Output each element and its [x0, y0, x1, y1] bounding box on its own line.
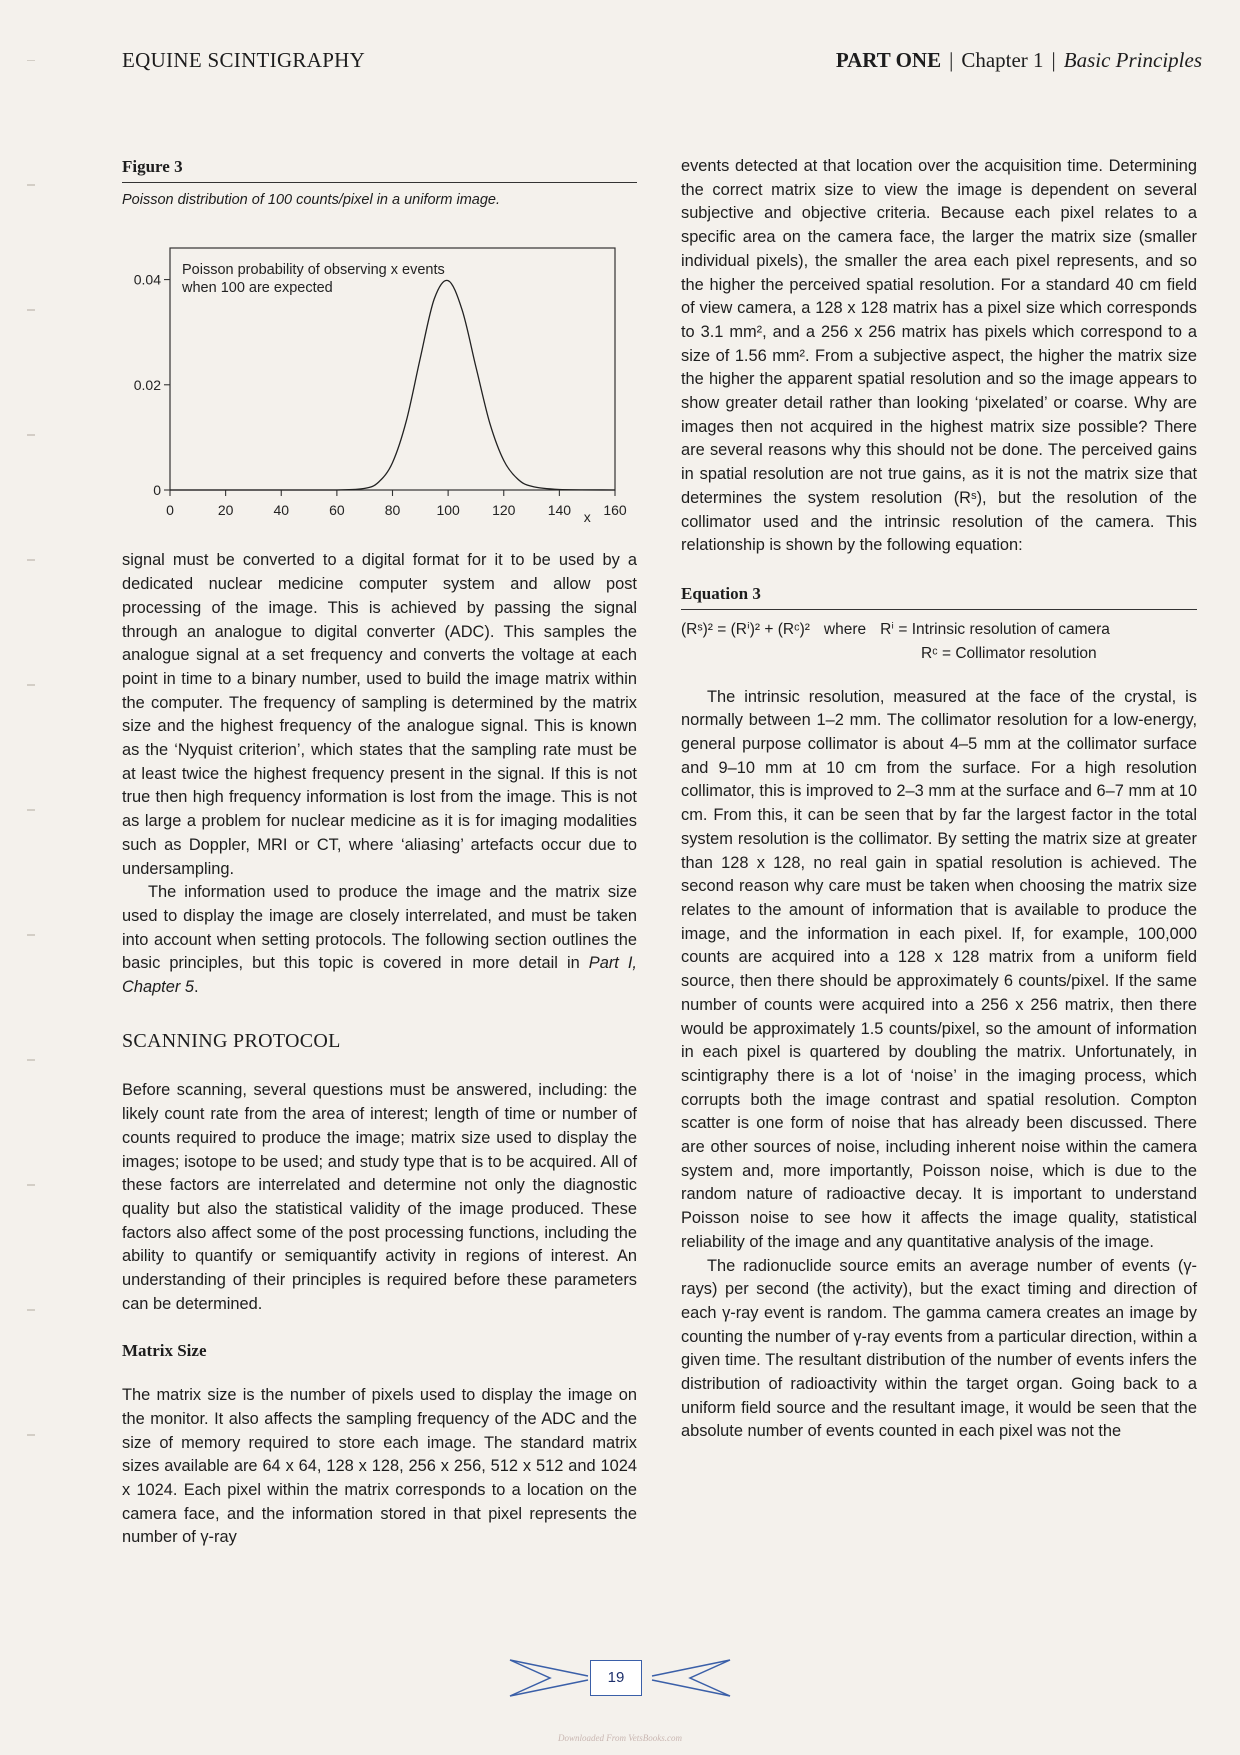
- poisson-chart: [122, 220, 637, 545]
- x-tick-label: 60: [329, 502, 345, 519]
- poisson-curve: [170, 281, 615, 491]
- equation-definition-2: Rᶜ = Collimator resolution: [921, 644, 1097, 662]
- x-tick-label: 20: [217, 502, 234, 519]
- header-part: PART ONE: [835, 48, 942, 72]
- right-paragraph-2: The intrinsic resolution, measured at the face of the crystal, is normally between 1–2 mm. The collimator resolution for a low-energy, general purpose collimator is about 4–5 mm at the collimator surface and 9–10 mm at 10 cm from the surface. For a high resolution collimator, this is improved to 2–3 mm at the surface and 6–7 mm at 10 cm. From this, it can be seen that by far the largest factor in the total system resolution is the collimator. By setting the matrix size at greater than 128 x 128, no real gain in spatial resolution is achieved. The second reason why care must be taken when choosing the matrix size relates to the amount of information that is available to produce the image, and the information in each pixel. If, for example, 100,000 counts are acquired into a 128 x 128 matrix from a uniform field source, then there should be approximately 6 counts/pixel. If the same number of counts were acquired into a 256 x 256 matrix, then there would be approximately 1.5 counts/pixel, so the amount of information in each pixel is quartered by doubling the matrix. Unfortunately, in scintigraphy there is a lot of ‘noise’ in the imaging process, which corrupts both the image contrast and spatial resolution. Compton scatter is one form of noise that has already been discussed. There are other sources of noise, including inherent noise within the camera system and, more importantly, Poisson noise, which is due to the random nature of radioactive decay. It is important to understand Poisson noise to see how it affects the image quality, statistical reliability of the image and any quantitative analysis of the image.: [681, 687, 1197, 1251]
- para2-end: .: [193, 978, 199, 997]
- running-header-chapter: PART ONE | Chapter 1 | Basic Principles: [835, 48, 1202, 72]
- right-paragraph-3: The radionuclide source emits an average number of events (γ-rays) per second (the activity), but the exact timing and direction of each γ-ray event is random. The gamma camera creates an image by counting the number of γ-ray events from a particular direction, within a given time. The resultant distribution of the number of events infers the distribution of radioactivity within the target organ. Going back to a uniform field source and the resultant image, it would be seen that the absolute number of events counted in each pixel was not the: [681, 1256, 1197, 1441]
- x-tick-label: 120: [492, 502, 516, 519]
- equation-block: [681, 618, 1197, 670]
- para2-reference: Part I, Chapter 5: [122, 954, 637, 997]
- x-tick-label: 100: [436, 502, 460, 519]
- right-column: [681, 155, 1197, 1444]
- equation-title: Equation 3: [681, 582, 1197, 610]
- y-tick-label: 0: [153, 482, 161, 499]
- x-tick-label: 0: [166, 502, 174, 519]
- header-chapter: Chapter 1: [961, 48, 1044, 72]
- watermark: Downloaded From VetsBooks.com: [558, 1733, 682, 1743]
- equation-definition-1: Rⁱ = Intrinsic resolution of camera: [880, 620, 1110, 638]
- page-number: 19: [590, 1660, 642, 1696]
- left-paragraph-1: signal must be converted to a digital format for it to be used by a dedicated nuclear medicine computer system and allow post processing of the image. This is achieved by passing the signal through an analogue to digital converter (ADC). This samples the analogue signal at a set frequency and converts the voltage at each point in time to a binary number, used to build the image matrix within the computer. The frequency of sampling is determined by the matrix size and the highest frequency of the analogue signal. This is known as the ‘Nyquist criterion’, which states that the sampling rate must be at least twice the highest frequency present in the signal. If this is not true then high frequency information is lost from the image. This is not as large a problem for nuclear medicine as it is for imaging modalities such as Doppler, MRI or CT, where ‘aliasing’ artefacts occur due to undersampling.: [122, 551, 637, 878]
- equation-line-1: [681, 618, 1110, 642]
- x-axis-label: x: [583, 509, 591, 526]
- left-column: [122, 155, 637, 1550]
- equation-where: where: [823, 620, 867, 638]
- left-paragraph-4: The matrix size is the number of pixels used to display the image on the monitor. It also affects the sampling frequency of the ADC and the size of memory required to store each image. The standard matrix sizes available are 64 x 64, 128 x 128, 256 x 256, 512 x 512 and 1024 x 1024. Each pixel within the matrix corresponds to a location on the camera face, and the information stored in that pixel represents the number of γ-ray: [122, 1386, 637, 1547]
- x-tick-label: 80: [384, 502, 401, 519]
- chart-annotation-line1: Poisson probability of observing x events: [182, 262, 445, 279]
- x-tick-label: 140: [547, 502, 572, 519]
- x-tick-label: 40: [273, 502, 290, 519]
- left-paragraph-2: [122, 881, 637, 1000]
- figure-caption: Poisson distribution of 100 counts/pixel in a uniform image.: [122, 191, 501, 208]
- para2-text: The information used to produce the image and the matrix size used to display the image are closely interrelated, and must be taken into account when setting protocols. The following section outlines the basic principles, but this topic is covered in more detail in: [122, 883, 637, 973]
- chart-annotation-line2: when 100 are expected: [182, 280, 333, 297]
- equation-formula: (Rˢ)² = (Rⁱ)² + (Rᶜ)²: [681, 620, 810, 638]
- right-paragraph-1: events detected at that location over the acquisition time. Determining the correct matrix size to view the image is dependent on several subjective and objective criteria. Because each pixel relates to a specific area on the camera face, the larger the matrix size (smaller individual pixels), the smaller the area each pixel represents, and so the higher the perceived spatial resolution. For a standard 40 cm field of view camera, a 128 x 128 matrix has a pixel size which corresponds to 3.1 mm², and a 256 x 256 matrix has pixels which correspond to a size of 1.56 mm². From a subjective aspect, the higher the matrix size the higher the apparent spatial resolution and so the image appears to show greater detail rather than looking ‘pixelated’ or coarse. Why are images then not acquired in the highest matrix size possible? There are several reasons why this should not be done. The perceived gains in spatial resolution are not true gains, as it is not the matrix size that determines the system resolution (Rˢ), but the resolution of the collimator used and the intrinsic resolution of the camera. This relationship is shown by the following equation:: [681, 157, 1197, 555]
- y-tick-label: 0.04: [133, 271, 161, 288]
- subsection-heading-matrix-size: Matrix Size: [122, 1340, 207, 1360]
- running-header-title: EQUINE SCINTIGRAPHY: [122, 48, 366, 72]
- section-heading-scanning-protocol: SCANNING PROTOCOL: [122, 1029, 341, 1052]
- left-paragraph-3: Before scanning, several questions must be answered, including: the likely count rate from the area of interest; length of time or number of counts required to produce the image; matrix size used to display the images; isotope to be used; and study type that is to be acquired. All of these factors are interrelated and determine not only the diagnostic quality but also the statistical validity of the image produced. These factors also affect some of the post processing functions, including the ability to quantify or semiquantify activity in regions of interest. An understanding of their principles is required before these parameters can be determined.: [122, 1081, 637, 1313]
- header-section: Basic Principles: [1063, 48, 1202, 72]
- x-tick-label: 160: [603, 502, 627, 519]
- figure-title: Figure 3: [122, 155, 637, 183]
- y-tick-label: 0.02: [133, 377, 161, 394]
- binding-marks: [25, 60, 39, 1600]
